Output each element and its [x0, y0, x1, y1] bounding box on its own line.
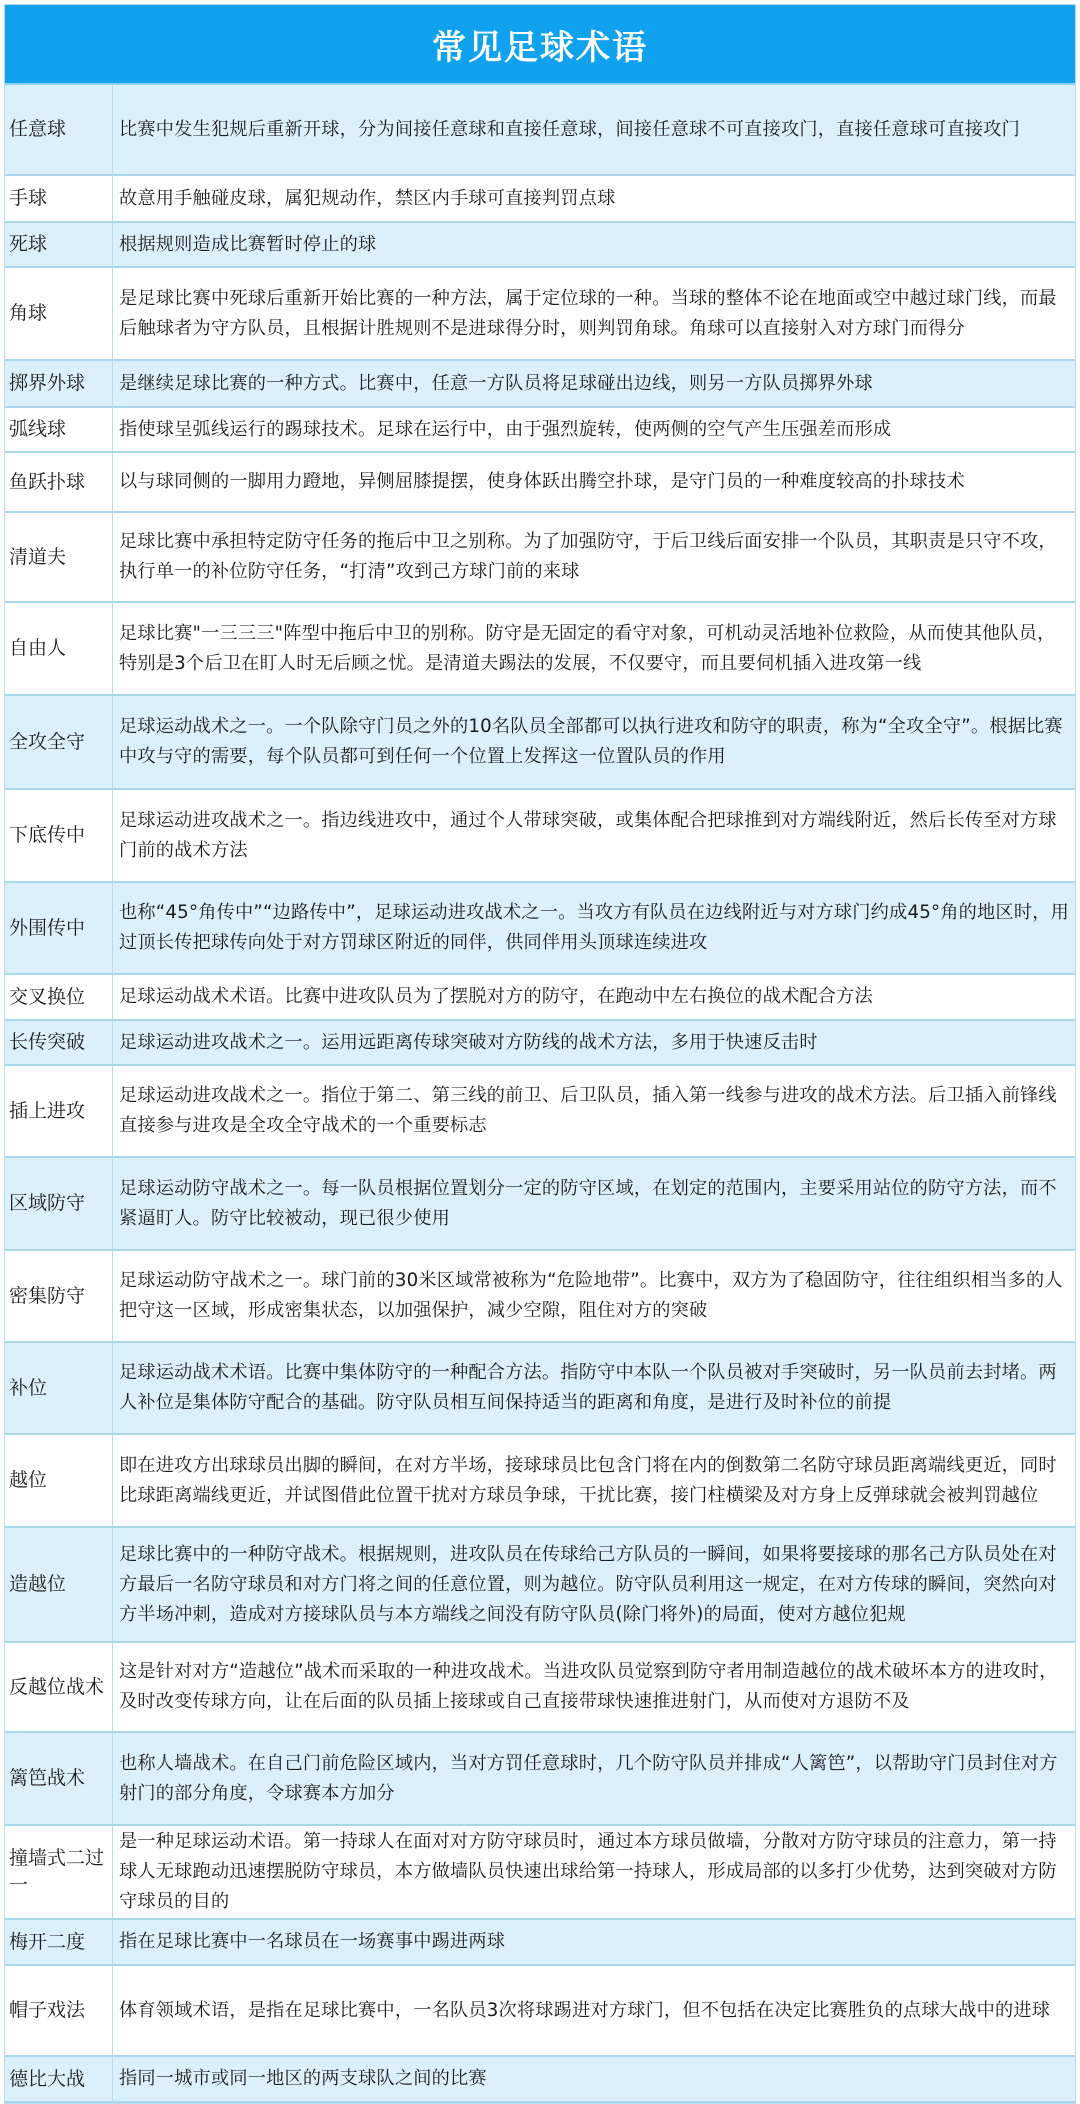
term-cell: 外围传中 — [5, 883, 113, 973]
definition-cell: 也称人墙战术。在自己门前危险区域内，当对方罚任意球时，几个防守队员并排成“人篱笆”，以帮助守门员封住对方射门的部分角度，令球赛本方加分 — [119, 1752, 1058, 1804]
definition-cell: 也称“45°角传中”“边路传中”，足球运动进攻战术之一。当攻方有队员在边线附近与对方球门约成45°角的地区时，用过顶长传把球传向处于对方罚球区附近的同伴，供同伴用头顶球连续进攻 — [119, 902, 1069, 953]
term-cell: 自由人 — [5, 603, 113, 694]
term-cell: 德比大战 — [5, 2057, 113, 2101]
term-cell: 造越位 — [5, 1528, 113, 1641]
table-row — [5, 790, 1075, 883]
definition-cell: 足球运动进攻战术之一。指边线进攻中，通过个人带球突破，或集体配合把球推到对方端线附近，然后长传至对方球门前的战术方法 — [119, 809, 1057, 861]
term-cell: 任意球 — [5, 85, 113, 174]
term-cell: 反越位战术 — [5, 1643, 113, 1731]
term-cell: 全攻全守 — [5, 696, 113, 788]
table-row — [5, 1528, 1075, 1643]
table-row — [5, 1920, 1075, 1966]
definition-cell: 足球比赛中的一种防守战术。根据规则，进攻队员在传球给己方队员的一瞬间，如果将要接球的那名己方队员处在对方最后一名防守球员和对方门将之间的任意位置，则为越位。防守队员利用这一规定，在对方传球的瞬间，突然向对方半场冲刺，造成对方接球队员与本方端线之间没有防守队员(除门将外)的局面，使对方越位犯规 — [119, 1543, 1057, 1625]
table-row — [5, 1343, 1075, 1435]
page-title: 常见足球术语 — [432, 27, 648, 68]
term-cell: 区域防守 — [5, 1158, 113, 1249]
table-row — [5, 453, 1075, 513]
definition-cell: 足球运动防守战术之一。球门前的30米区域常被称为“危险地带”。比赛中，双方为了稳固防守，往往组织相当多的人把守这一区域，形成密集状态，以加强保护，减少空隙，阻住对方的突破 — [119, 1270, 1063, 1321]
table-row — [5, 85, 1075, 176]
term-cell: 撞墙式二过一 — [5, 1826, 113, 1918]
term-cell: 交叉换位 — [5, 975, 113, 1019]
definition-cell: 故意用手触碰皮球，属犯规动作，禁区内手球可直接判罚点球 — [119, 187, 616, 209]
table-row — [5, 883, 1075, 975]
definition-cell: 足球运动战术术语。比赛中集体防守的一种配合方法。指防守中本队一个队员被对手突破时，另一队员前去封堵。两人补位是集体防守配合的基础。防守队员相互间保持适当的距离和角度，是进行及时补位的前提 — [119, 1362, 1057, 1413]
table-row — [5, 513, 1075, 603]
table-header — [5, 5, 1075, 85]
term-cell: 角球 — [5, 268, 113, 359]
definition-cell: 是一种足球运动术语。第一持球人在面对对方防守球员时，通过本方球员做墙，分散对方防守球员的注意力，第一持球人无球跑动迅速摆脱防守球员，本方做墙队员快速出球给第一持球人，形成局部的以多打少优势，达到突破对方防守球员的目的 — [119, 1831, 1057, 1912]
definition-cell: 比赛中发生犯规后重新开球，分为间接任意球和直接任意球，间接任意球不可直接攻门，直接任意球可直接攻门 — [119, 118, 1020, 140]
table-row — [5, 1158, 1075, 1251]
table-row — [5, 1966, 1075, 2057]
table-row — [5, 975, 1075, 1021]
term-cell: 清道夫 — [5, 513, 113, 601]
definition-cell: 根据规则造成比赛暂时停止的球 — [119, 233, 377, 255]
term-cell: 帽子戏法 — [5, 1966, 113, 2055]
term-cell: 长传突破 — [5, 1021, 113, 1064]
term-cell: 梅开二度 — [5, 1920, 113, 1964]
term-cell: 死球 — [5, 223, 113, 266]
definition-cell: 指在足球比赛中一名球员在一场赛事中踢进两球 — [119, 1931, 506, 1952]
definition-cell: 足球运动进攻战术之一。指位于第二、第三线的前卫、后卫队员，插入第一线参与进攻的战术方法。后卫插入前锋线直接参与进攻是全攻全守战术的一个重要标志 — [119, 1085, 1057, 1136]
table-row — [5, 1435, 1075, 1528]
table-row — [5, 2057, 1075, 2103]
definition-cell: 足球比赛中承担特定防守任务的拖后中卫之别称。为了加强防守，于后卫线后面安排一个队员，其职责是只守不攻，执行单一的补位防守任务，“打清”攻到己方球门前的来球 — [119, 531, 1057, 582]
term-cell: 密集防守 — [5, 1251, 113, 1341]
definition-cell: 这是针对对方“造越位”战术而采取的一种进攻战术。当进攻队员觉察到防守者用制造越位的战术破坏本方的进攻时，及时改变传球方向，让在后面的队员插上接球或自己直接带球快速推进射门，从而使对方退防不及 — [119, 1661, 1058, 1712]
definition-cell: 以与球同侧的一脚用力蹬地，异侧屈膝提摆，使身体跃出腾空扑球，是守门员的一种难度较高的扑球技术 — [119, 471, 965, 492]
term-cell: 插上进攻 — [5, 1066, 113, 1156]
terms-table — [4, 4, 1076, 2104]
term-cell: 手球 — [5, 176, 113, 221]
definition-cell: 是足球比赛中死球后重新开始比赛的一种方法，属于定位球的一种。当球的整体不论在地面或空中越过球门线，而最后触球者为守方队员，且根据计胜规则不是进球得分时，则判罚角球。角球可以直接射入对方球门而得分 — [119, 287, 1057, 339]
table-row — [5, 1021, 1075, 1066]
table-row — [5, 268, 1075, 361]
definition-cell: 足球运动战术术语。比赛中进攻队员为了摆脱对方的防守，在跑动中左右换位的战术配合方法 — [119, 986, 873, 1007]
term-cell: 越位 — [5, 1435, 113, 1526]
term-cell: 篱笆战术 — [5, 1733, 113, 1824]
definition-cell: 足球运动防守战术之一。每一队员根据位置划分一定的防守区域，在划定的范围内，主要采用站位的防守方法，而不紧逼盯人。防守比较被动，现已很少使用 — [119, 1177, 1057, 1229]
definition-cell: 足球运动战术之一。一个队除守门员之外的10名队员全部都可以执行进攻和防守的职责，称为“全攻全守”。根据比赛中攻与守的需要，每个队员都可到任何一个位置上发挥这一位置队员的作用 — [119, 716, 1063, 767]
table-row — [5, 603, 1075, 696]
definition-cell: 指使球呈弧线运行的踢球技术。足球在运行中，由于强烈旋转，使两侧的空气产生压强差而形成 — [119, 418, 892, 440]
table-row — [5, 1733, 1075, 1826]
term-cell: 鱼跃扑球 — [5, 453, 113, 511]
table-row — [5, 1826, 1075, 1920]
table-row — [5, 696, 1075, 790]
table-row — [5, 1251, 1075, 1343]
term-cell: 下底传中 — [5, 790, 113, 881]
definition-cell: 足球比赛"一三三三"阵型中拖后中卫的别称。防守是无固定的看守对象，可机动灵活地补位救险，从而使其他队员，特别是3个后卫在盯人时无后顾之忧。是清道夫踢法的发展，不仅要守，而且要伺机插入进攻第一线 — [119, 622, 1056, 674]
definition-cell: 足球运动进攻战术之一。运用远距离传球突破对方防线的战术方法，多用于快速反击时 — [119, 1031, 818, 1053]
term-cell: 掷界外球 — [5, 361, 113, 406]
term-cell: 补位 — [5, 1343, 113, 1433]
definition-cell: 指同一城市或同一地区的两支球队之间的比赛 — [119, 2068, 487, 2089]
table-row — [5, 1066, 1075, 1158]
table-row — [5, 408, 1075, 453]
table-row — [5, 1643, 1075, 1733]
table-row — [5, 223, 1075, 268]
table-row — [5, 176, 1075, 223]
term-cell: 弧线球 — [5, 408, 113, 451]
definition-cell: 体育领域术语，是指在足球比赛中，一名队员3次将球踢进对方球门，但不包括在决定比赛胜负的点球大战中的进球 — [119, 1999, 1051, 2021]
table-row — [5, 361, 1075, 408]
definition-cell: 是继续足球比赛的一种方式。比赛中，任意一方队员将足球碰出边线，则另一方队员掷界外球 — [119, 372, 873, 394]
definition-cell: 即在进攻方出球球员出脚的瞬间，在对方半场，接球球员比包含门将在内的倒数第二名防守球员距离端线更近，同时比球距离端线更近，并试图借此位置干扰对方球员争球，干扰比赛，接门柱横梁及对方身上反弹球就会被判罚越位 — [119, 1454, 1057, 1506]
